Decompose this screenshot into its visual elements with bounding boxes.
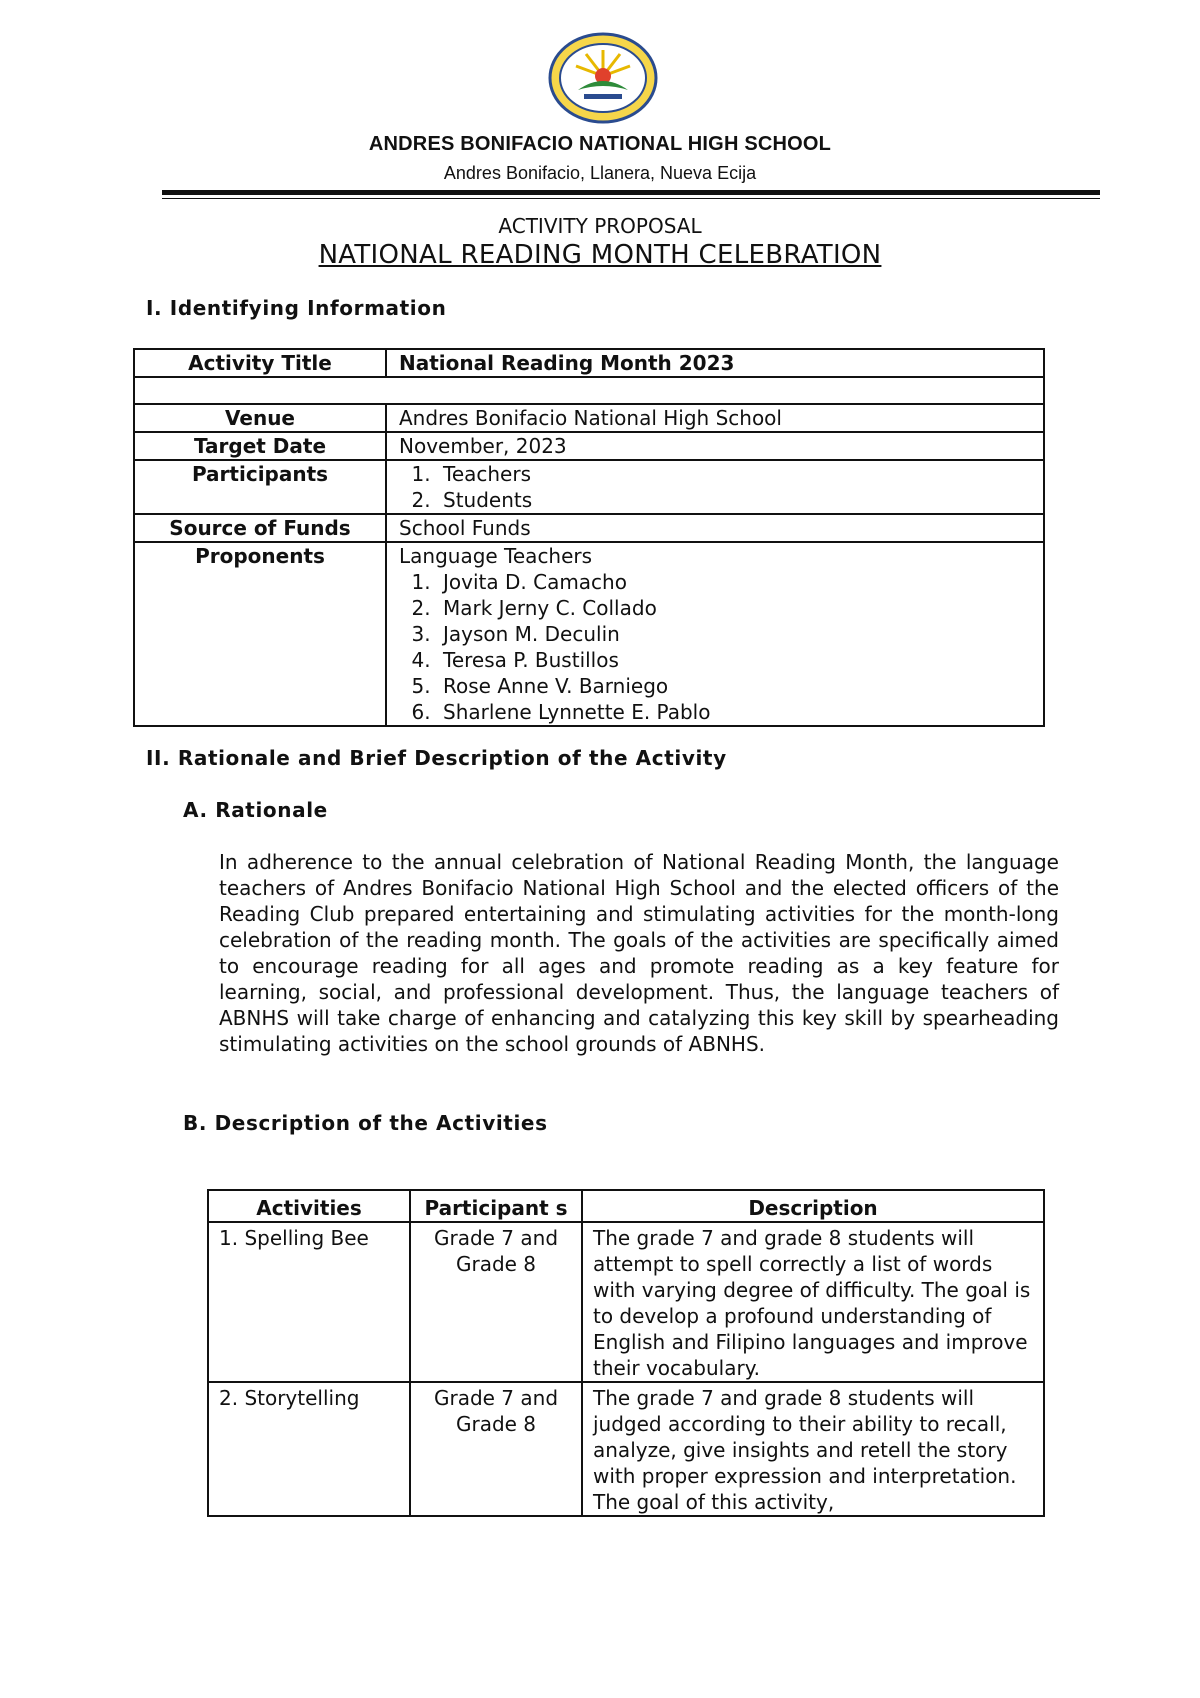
list-item: 2. Mark Jerny C. Collado — [437, 595, 1033, 621]
participants-label: Participants — [134, 460, 386, 514]
description-cell: The grade 7 and grade 8 students will judged according to their ability to recall, analyze, give insights and retell the story with proper expression and interpretation. The goal of this activity, — [582, 1382, 1044, 1516]
list-item: 5. Rose Anne V. Barniego — [437, 673, 1033, 699]
document-type: ACTIVITY PROPOSAL — [498, 214, 702, 238]
table-row — [134, 542, 1044, 726]
table-row-empty — [134, 377, 1044, 404]
section-1-heading: I. Identifying Information — [146, 296, 447, 320]
participants-cell: Grade 7 and Grade 8 — [410, 1382, 582, 1516]
list-item: 4. Teresa P. Bustillos — [437, 647, 1033, 673]
list-item: 1. Teachers — [437, 461, 1033, 487]
description-heading: B. Description of the Activities — [183, 1111, 548, 1135]
activity-title-label: Activity Title — [134, 349, 386, 377]
table-row — [208, 1222, 1044, 1382]
col-header-description: Description — [582, 1190, 1044, 1222]
school-address: Andres Bonifacio, Llanera, Nueva Ecija — [443, 163, 757, 183]
proponents-intro: Language Teachers — [399, 544, 593, 568]
activities-table — [207, 1189, 1045, 1517]
funds-label: Source of Funds — [134, 514, 386, 542]
table-row — [134, 460, 1044, 514]
document-title: NATIONAL READING MONTH CELEBRATION — [318, 240, 882, 270]
table-row — [134, 432, 1044, 460]
proponents-value — [386, 542, 1044, 726]
activity-title-value: National Reading Month 2023 — [386, 349, 1044, 377]
table-header-row — [208, 1190, 1044, 1222]
target-date-label: Target Date — [134, 432, 386, 460]
venue-label: Venue — [134, 404, 386, 432]
list-item: 3. Jayson M. Deculin — [437, 621, 1033, 647]
activity-cell: 1. Spelling Bee — [208, 1222, 410, 1382]
list-item: 6. Sharlene Lynnette E. Pablo — [437, 699, 1033, 725]
table-row — [134, 514, 1044, 542]
description-cell: The grade 7 and grade 8 students will attempt to spell correctly a list of words with varying degree of difficulty. The goal is to develop a profound understanding of English and Filipino languages and improve their vocabulary. — [582, 1222, 1044, 1382]
participants-list — [399, 461, 1033, 513]
identifying-info-table — [133, 348, 1045, 727]
school-seal-logo — [548, 32, 658, 124]
school-name: ANDRES BONIFACIO NATIONAL HIGH SCHOOL — [368, 133, 832, 155]
table-row — [134, 349, 1044, 377]
participants-value — [386, 460, 1044, 514]
col-header-participants: Participant s — [410, 1190, 582, 1222]
proponents-list — [399, 569, 1033, 725]
proponents-label: Proponents — [134, 542, 386, 726]
list-item: 1. Jovita D. Camacho — [437, 569, 1033, 595]
section-2-heading: II. Rationale and Brief Description of the Activity — [146, 746, 727, 770]
rationale-paragraph: In adherence to the annual celebration of National Reading Month, the language teachers of Andres Bonifacio National High School and the elected officers of the Reading Club prepared entertaining and stimulating activities for the month-long celebration of the reading month. The goals of the activities are specifically aimed to encourage reading for all ages and promote reading as a key feature for learning, social, and professional development. Thus, the language teachers of ABNHS will take charge of enhancing and catalyzing this key skill by spearheading stimulating activities on the school grounds of ABNHS. — [219, 850, 1059, 1056]
col-header-activities: Activities — [208, 1190, 410, 1222]
table-row — [208, 1382, 1044, 1516]
table-row — [134, 404, 1044, 432]
header-divider — [162, 190, 1100, 195]
list-item: 2. Students — [437, 487, 1033, 513]
activity-cell: 2. Storytelling — [208, 1382, 410, 1516]
funds-value: School Funds — [386, 514, 1044, 542]
participants-cell: Grade 7 and Grade 8 — [410, 1222, 582, 1382]
header-divider-thin — [162, 198, 1100, 199]
venue-value: Andres Bonifacio National High School — [386, 404, 1044, 432]
target-date-value: November, 2023 — [386, 432, 1044, 460]
rationale-heading: A. Rationale — [183, 798, 328, 822]
